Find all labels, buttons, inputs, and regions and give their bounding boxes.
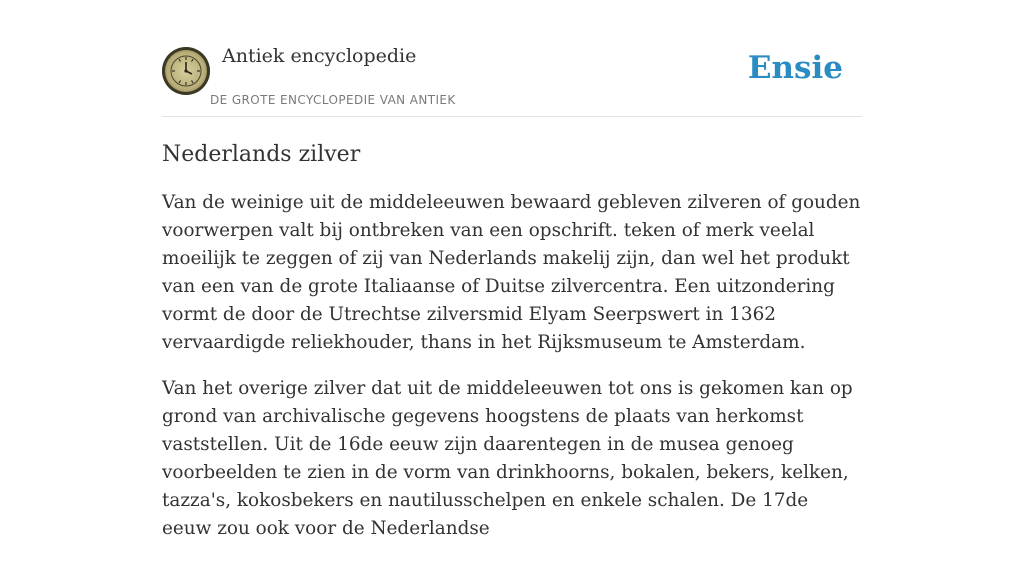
clock-icon[interactable] [162,47,210,95]
article-title: Nederlands zilver [162,142,361,167]
site-header [162,0,862,117]
clock-face [162,47,210,95]
article-paragraph: Van het overige zilver dat uit de middeleeuwen tot ons is gekomen kan op grond van archivalische gegevens hoogstens de plaats van herkomst vaststellen. Uit de 16de eeuw zijn daarentegen in de musea genoeg voorbeelden te zien in de vorm van drinkhoorns, bokalen, bekers, kelken, tazza's, kokosbekers en nautilusschelpen en enkele schalen. De 17de eeuw zou ook voor de Nederlandse [162,378,853,539]
article-paragraph: Van de weinige uit de middeleeuwen bewaard gebleven zilveren of gouden voorwerpen valt bij ontbreken van een opschrift. teken of merk veelal moeilijk te zeggen of zij van Nederlands makelij zijn, dan wel het produkt van een van de grote Italiaanse of Duitse zilvercentra. Een uitzondering vormt de door de Utrechtse zilversmid Elyam Seerpswert in 1362 vervaardigde reliekhouder, thans in het Rijksmuseum te Amsterdam. [162,192,861,353]
article [162,138,862,561]
site-subtitle: DE GROTE ENCYCLOPEDIE VAN ANTIEK [210,93,456,107]
site-title[interactable]: Antiek encyclopedie [222,45,417,67]
brand-logo-link[interactable]: Ensie [747,50,843,86]
